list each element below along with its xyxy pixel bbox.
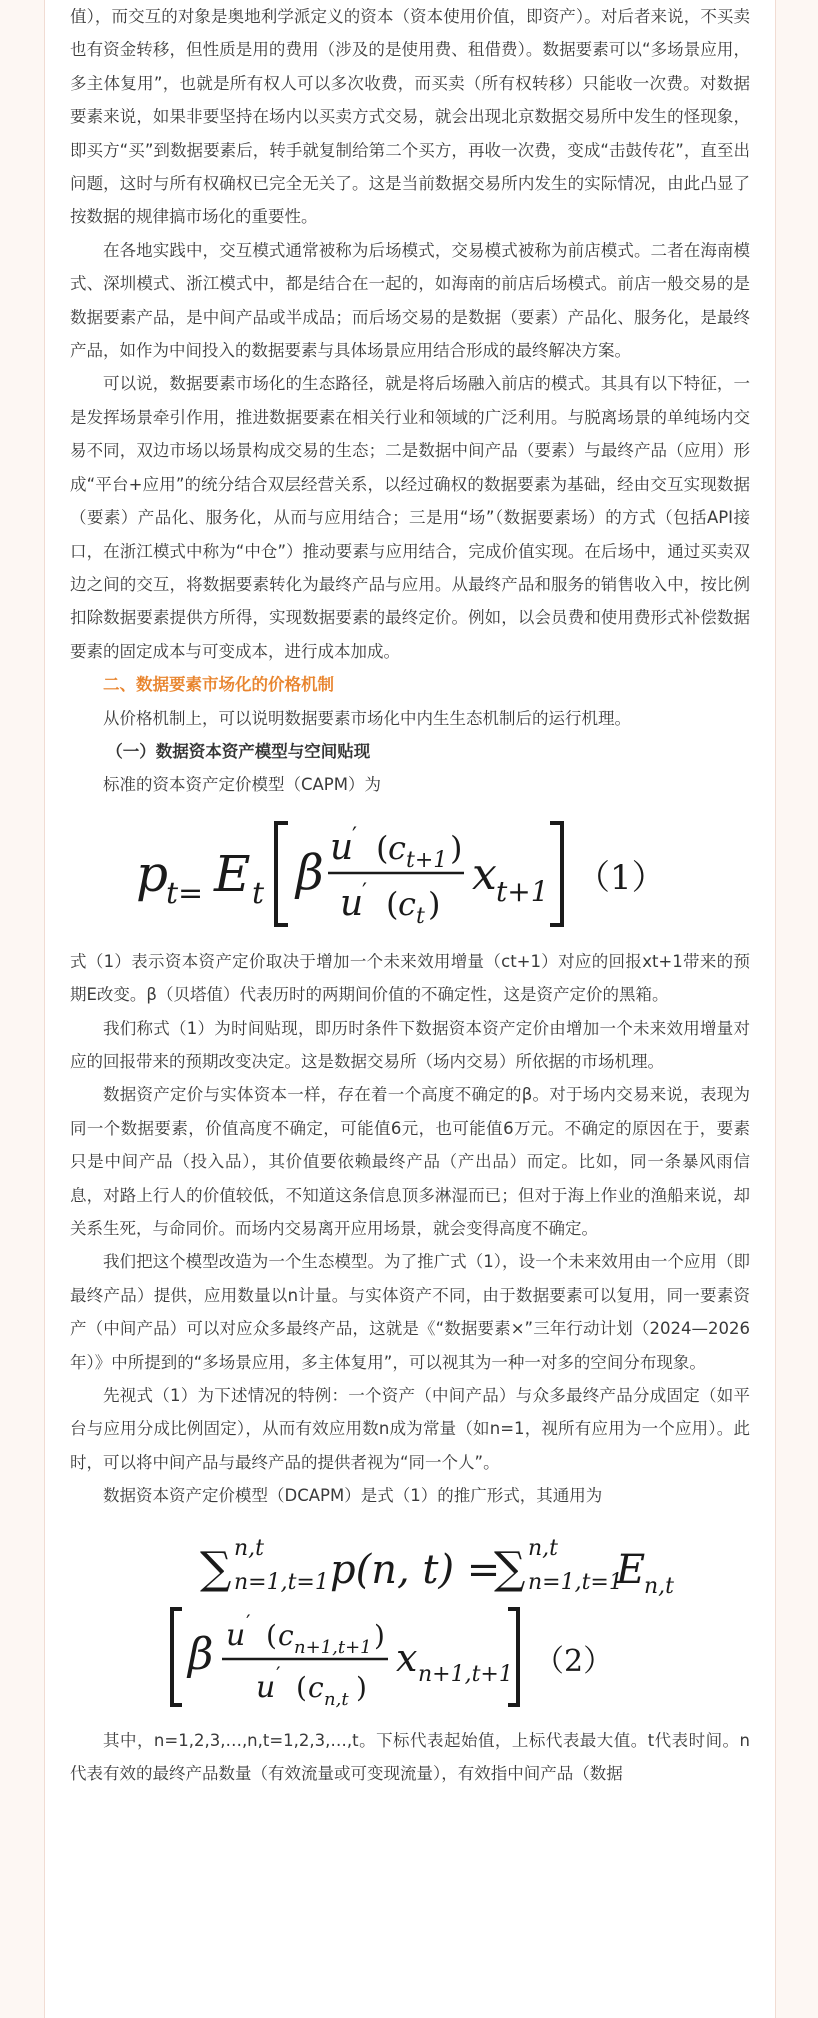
paragraph-intro: 值），而交互的对象是奥地利学派定义的资本（资本使用价值，即资产）。对后者来说，不买卖也有资金转移，但性质是用的费用（涉及的是使用费、租借费）。数据要素可以“多场景应用，多主体复用”，也就是所有权人可以多次收费，而买卖（所有权转移）只能收一次费。对数据要素来说，如果非要坚持在场内以买卖方式交易，就会出现北京数据交易所中发生的怪现象，即买方“买”到数据要素后，转手就复制给第二个买方，再收一次费，变成“击鼓传花”，直至出问题，这时与所有权确权已完全无关了。这是当前数据交易所内发生的实际情况，由此凸显了按数据的规律搞市场化的重要性。	[70, 7, 750, 227]
paragraph-beta-uncertainty: 数据资产定价与实体资本一样，存在着一个高度不确定的β。对于场内交易来说，表现为同一个数据要素，价值高度不确定，可能值6元，也可能值6万元。不确定的原因在于，要素只是中间产品（投入品），其价值要依赖最终产品（产出品）而定。比如，同一条暴风雨信息，对路上行人的价值较低，不知道这条信息顶多淋湿而已；但对于海上作业的渔船来说，却关系生死，与命同价。而场内交易离开应用场景，就会变得高度不确定。	[70, 1085, 750, 1238]
f1-den-u: u	[340, 882, 364, 924]
f1-den-c: c	[398, 884, 416, 923]
f1-den-paren-open: (	[386, 884, 399, 923]
f2-x: x	[396, 1635, 418, 1680]
f1-E-sub: t	[252, 875, 265, 911]
paragraph-modes: 在各地实践中，交互模式通常被称为后场模式，交易模式被称为前店模式。二者在海南模式、深圳模式、浙江模式中，都是结合在一起的，如海南的前店后场模式。前店一般交易的是数据要素产品，是中间产品或半成品；而后场交易的是数据（要素）产品化、服务化，是最终产品，如作为中间投入的数据要素与具体场景应用结合形成的最终解决方案。	[70, 240, 750, 361]
f2-num-u: u	[226, 1617, 246, 1653]
f2-sigma-right-sup: n,t	[528, 1535, 559, 1561]
f2-E: E	[616, 1546, 646, 1593]
f1-num-c-sub: t+1	[406, 847, 448, 873]
paragraph-ecological-path: 可以说，数据要素市场化的生态路径，就是将后场融入前店的模式。其具有以下特征，一是发挥场景牵引作用，推进数据要素在相关行业和领域的广泛利用。与脱离场景的单纯场内交易不同，双边市场以场景构成交易的生态；二是数据中间产品（要素）与最终产品（应用）形成“平台+应用”的统分结合双层经营关系，以经过确权的数据要素为基础，经由交互实现数据（要素）产品化、服务化，从而与应用结合；三是用“场”（数据要素场）的方式（包括API接口，在浙江模式中称为“中仓”）推动要素与应用结合，完成价值实现。在后场中，通过买卖双边之间的交互，将数据要素转化为最终产品与应用。从最终产品和服务的销售收入中，按比例扣除数据要素提供方所得，实现数据要素的最终定价。例如，以会员费和使用费形式补偿数据要素的固定成本与可变成本，进行成本加成。	[70, 374, 750, 661]
f1-left-bracket	[276, 823, 288, 925]
f2-left-bracket	[172, 1609, 182, 1705]
f1-x: x	[472, 848, 497, 900]
f1-x-sub: t+1	[496, 874, 549, 908]
f1-num-u: u	[330, 826, 354, 868]
subsection-heading-capm: （一）数据资本资产模型与空间贴现	[106, 741, 371, 761]
f2-right-bracket	[508, 1609, 518, 1705]
f1-num-paren-close: )	[450, 828, 463, 867]
f2-num-c-sub: n+1,t+1	[294, 1636, 372, 1658]
f2-den-paren-close: )	[356, 1670, 367, 1704]
f1-p-sub: t=	[166, 875, 204, 911]
section-heading-price-mechanism: 二、数据要素市场化的价格机制	[103, 675, 334, 695]
f2-E-sub: n,t	[644, 1573, 675, 1599]
f1-num-c: c	[388, 828, 406, 867]
f2-sigma-left-sup: n,t	[234, 1535, 265, 1561]
f2-num-paren-open: (	[266, 1618, 277, 1652]
paragraph-time-discount: 我们称式（1）为时间贴现，即历时条件下数据资本资产定价由增加一个未来效用增量对应的回报带来的预期改变决定。这是数据交易所（场内交易）所依据的市场机理。	[70, 1018, 750, 1071]
f1-den-paren-close: )	[428, 884, 441, 923]
f1-beta: β	[296, 844, 324, 901]
paragraph-ecological-model: 我们把这个模型改造为一个生态模型。为了推广式（1），设一个未来效用由一个应用（即最终产品）提供，应用数量以n计量。与实体资产不同，由于数据要素可以复用，同一要素资产（中间产品）可以对应众多最终产品，这就是《“数据要素×”三年行动计划（2024—2026年）》中所提到的“多场景应用，多主体复用”，可以视其为一种一对多的空间分布现象。	[70, 1252, 750, 1372]
f2-den-u: u	[256, 1669, 276, 1705]
f1-den-prime: ′	[362, 879, 367, 905]
f2-beta: β	[188, 1628, 214, 1680]
f2-sigma-left-sub: n=1,t=1	[234, 1569, 329, 1595]
f2-den-prime: ′	[276, 1661, 281, 1686]
paragraph-eq1-explanation: 式（1）表示资本资产定价取决于增加一个未来效用增量（ct+1）对应的回报xt+1带来的预期E改变。β（贝塔值）代表历时的两期间价值的不确定性，这是资产定价的黑箱。	[70, 951, 750, 1005]
f1-den-c-sub: t	[416, 903, 425, 929]
f2-den-c: c	[308, 1670, 324, 1704]
f1-label: （1）	[576, 857, 666, 898]
f2-sigma-right: ∑	[494, 1542, 526, 1594]
f1-right-bracket	[550, 823, 562, 925]
paragraph-dcapm-intro: 数据资本资产定价模型（DCAPM）是式（1）的推广形式，其通用为	[103, 1486, 603, 1506]
f2-label: （2）	[534, 1643, 614, 1679]
article-body	[70, 0, 750, 1790]
f2-num-prime: ′	[246, 1609, 251, 1634]
paragraph-where: 其中，n=1,2,3,…,n,t=1,2,3,…,t。下标代表起始值，上标代表最大值。t代表时间。n代表有效的最终产品数量（有效流量或可变现流量），有效指中间产品（数据	[70, 1730, 750, 1784]
paragraph-capm-intro: 标准的资本资产定价模型（CAPM）为	[103, 775, 381, 795]
paragraph-special-case: 先视式（1）为下述情况的特例：一个资产（中间产品）与众多最终产品分成固定（如平台与应用分成比例固定），从而有效应用数n成为常量（如n=1，视所有应用为一个应用）。此时，可以将中间产品与最终产品的提供者视为“同一个人”。	[70, 1386, 750, 1472]
f2-sigma-right-sub: n=1,t=1	[528, 1569, 623, 1595]
f2-sigma-left: ∑	[200, 1542, 232, 1594]
f2-num-c: c	[278, 1618, 294, 1652]
paragraph-price-mechanism: 从价格机制上，可以说明数据要素市场化中内生生态机制后的运行机理。	[103, 708, 631, 728]
f2-den-paren-open: (	[296, 1670, 307, 1704]
f2-den-c-sub: n,t	[324, 1688, 349, 1710]
f2-lhs-term: p(n, t) =	[330, 1546, 501, 1593]
f2-x-sub: n+1,t+1	[418, 1661, 513, 1687]
formula-1-capm	[70, 809, 750, 937]
f1-E: E	[214, 844, 251, 903]
f1-num-prime: ′	[352, 823, 357, 849]
formula-2-dcapm	[70, 1520, 750, 1716]
f1-p: p	[136, 844, 169, 903]
f2-num-paren-close: )	[374, 1618, 385, 1652]
f1-num-paren-open: (	[376, 828, 389, 867]
